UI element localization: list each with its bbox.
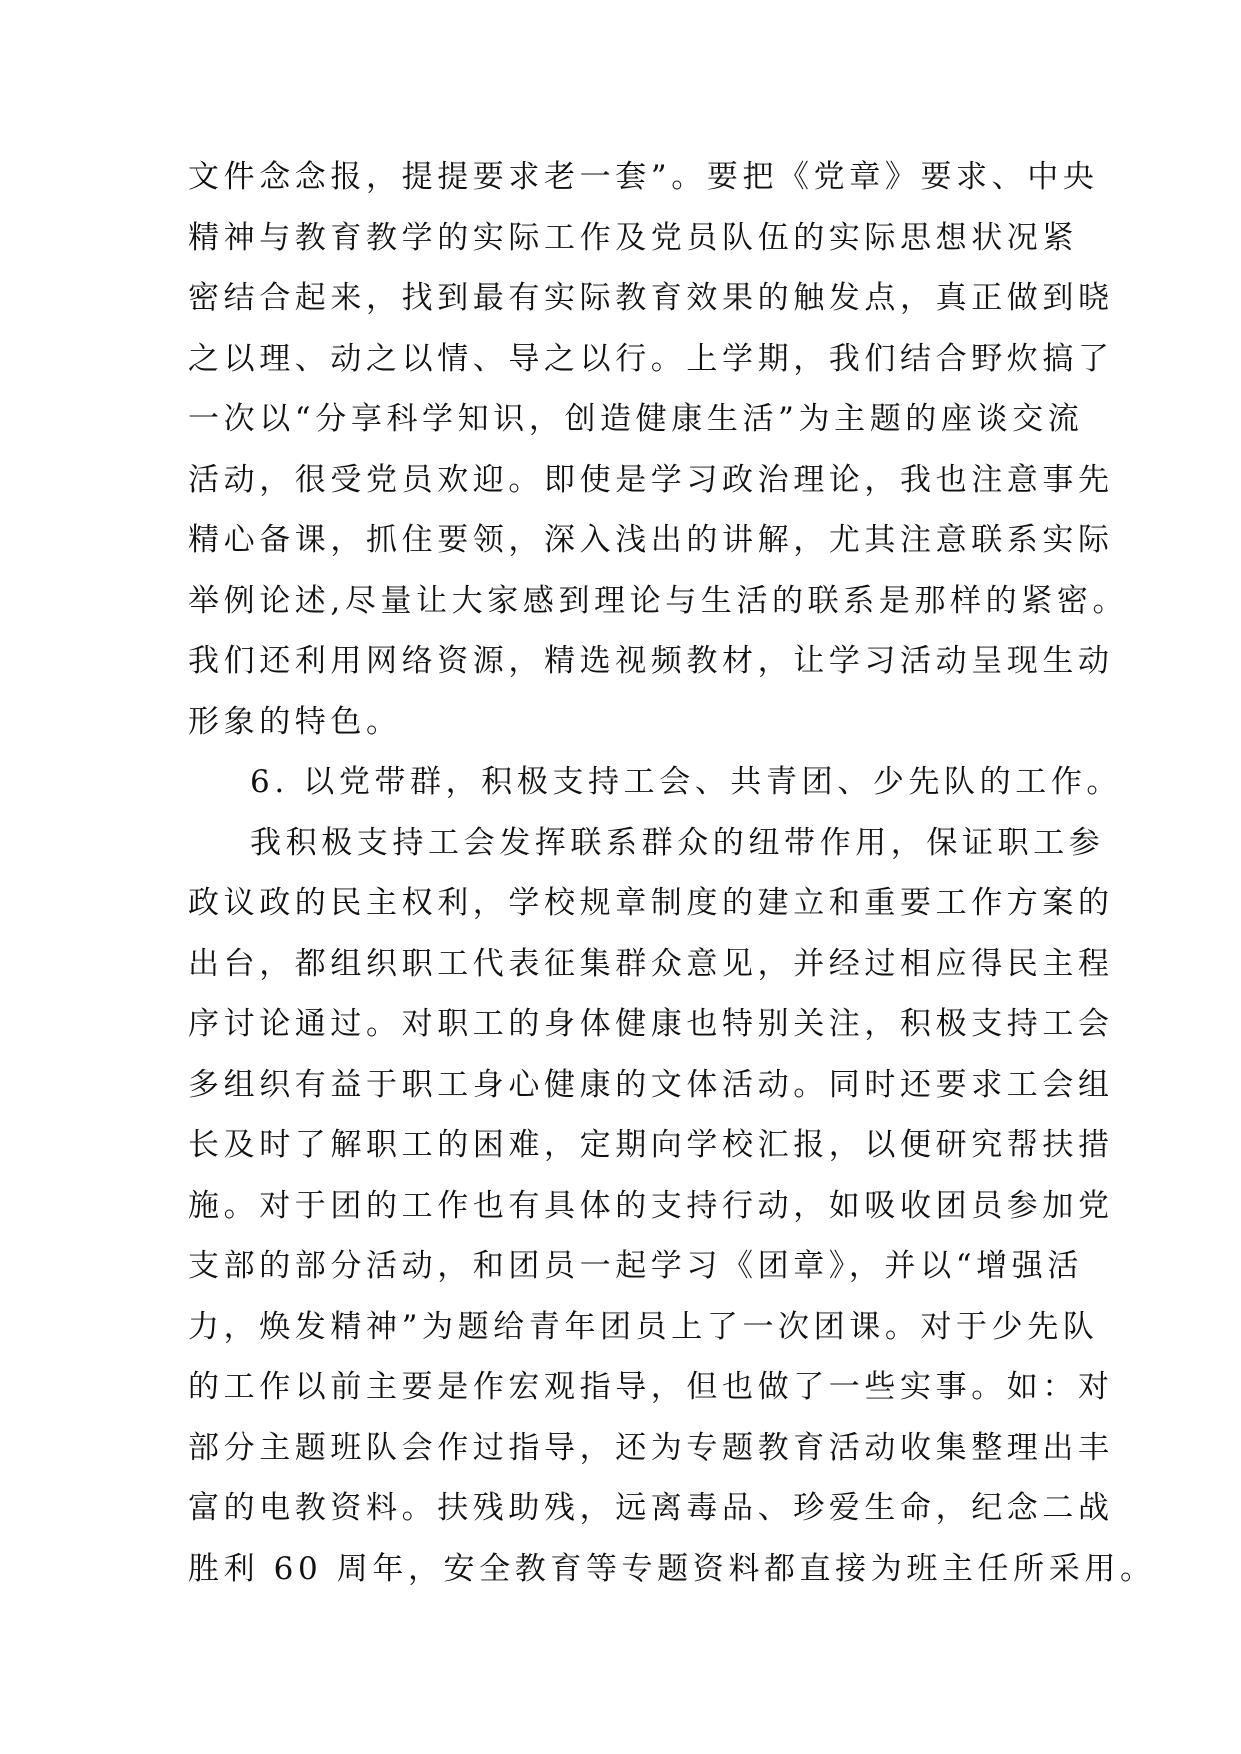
text-line: 精神与教育教学的实际工作及党员队伍的实际思想状况紧	[188, 219, 1078, 256]
text-line: 支部的部分活动，和团员一起学习《团章》，并以“增强活	[188, 1248, 1083, 1284]
text-line: 施。对于团的工作也有具体的支持行动，如吸收团员参加党	[188, 1187, 1114, 1224]
text-line: 长及时了解职工的困难，定期向学校汇报，以便研究帮扶措	[188, 1127, 1114, 1163]
text-line: 形象的特色。	[188, 703, 402, 740]
text-line: 精心备课，抓住要领，深入浅出的讲解，尤其注意联系实际	[188, 522, 1114, 558]
section-heading: 6. 以党带群，积极支持工会、共青团、少先队的工作。	[250, 764, 1123, 800]
text-line: 活动，很受党员欢迎。即使是学习政治理论，我也注意事先	[188, 461, 1114, 498]
text-line: 密结合起来，找到最有实际教育效果的触发点，真正做到晓	[188, 280, 1114, 316]
text-line: 政议政的民主权利，学校规章制度的建立和重要工作方案的	[188, 885, 1114, 921]
text-line: 之以理、动之以情、导之以行。上学期，我们结合野炊搞了	[188, 340, 1114, 377]
text-line: 举例论述,尽量让大家感到理论与生活的联系是那样的紧密。	[188, 582, 1129, 619]
text-line: 一次以“分享科学知识，创造健康生活”为主题的座谈交流	[188, 401, 1084, 437]
text-line: 序讨论通过。对职工的身体健康也特别关注，积极支持工会	[188, 1006, 1114, 1042]
paragraph-first-line: 我积极支持工会发挥联系群众的纽带作用，保证职工参	[250, 824, 1105, 861]
text-line: 富的电教资料。扶残助残，远离毒品、珍爱生命，纪念二战	[188, 1490, 1114, 1526]
body-text	[188, 147, 1156, 1599]
text-line: 我们还利用网络资源，精选视频教材，让学习活动呈现生动	[188, 643, 1114, 679]
text-line: 胜利 60 周年，安全教育等专题资料都直接为班主任所采用。	[188, 1550, 1156, 1587]
text-line: 出台，都组织职工代表征集群众意见，并经过相应得民主程	[188, 945, 1114, 982]
text-line: 文件念念报，提提要求老一套”。要把《党章》要求、中央	[188, 159, 1099, 195]
text-line: 力，焕发精神”为题给青年团员上了一次团课。对于少先队	[188, 1308, 1099, 1345]
text-line: 部分主题班队会作过指导，还为专题教育活动收集整理出丰	[188, 1429, 1114, 1466]
text-line: 多组织有益于职工身心健康的文体活动。同时还要求工会组	[188, 1066, 1114, 1103]
text-line: 的工作以前主要是作宏观指导，但也做了一些实事。如：对	[188, 1369, 1114, 1405]
